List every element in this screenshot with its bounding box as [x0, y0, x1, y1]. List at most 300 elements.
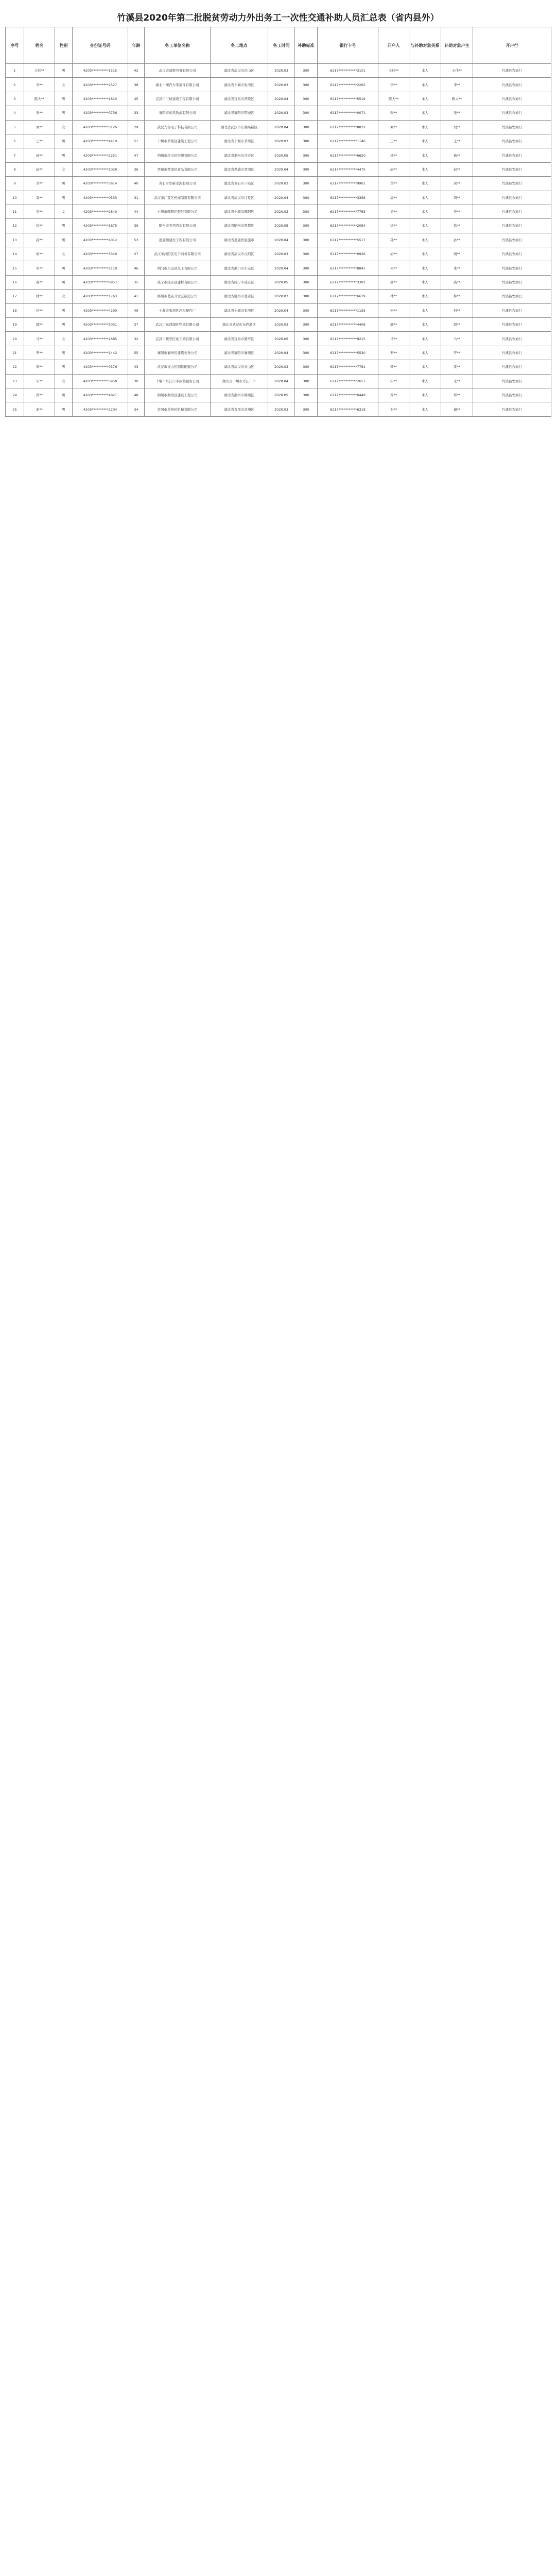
row-index-cell: 5: [6, 120, 24, 134]
gender-cell: 男: [55, 388, 73, 402]
table-header-row: [6, 27, 551, 64]
person-name-cell: 王**: [24, 134, 55, 148]
bank-card-number-cell: 6217***********4408: [318, 318, 378, 332]
employer-name-cell: 武汉市江夏区机械制造有限公司: [145, 191, 211, 205]
person-name-cell: 吴**: [24, 205, 55, 218]
age-cell: 33: [128, 106, 145, 120]
work-date-cell: 2020.05: [268, 275, 295, 289]
row-index-cell: 25: [6, 402, 24, 416]
bank-branch-cell: 竹溪县农商行: [473, 318, 551, 332]
gender-cell: 女: [55, 120, 73, 134]
employer-name-cell: 孝感市孝南区食品有限公司: [145, 162, 211, 176]
subsidy-amount-cell: 300: [295, 120, 318, 134]
id-number-cell: 4203**********2118: [73, 261, 128, 275]
relationship-cell: 本人: [409, 247, 441, 261]
column-header: 开户行: [473, 27, 551, 64]
household-head-cell: 郑**: [441, 388, 473, 402]
gender-cell: 男: [55, 106, 73, 120]
employer-name-cell: 襄阳市襄州区建筑劳务公司: [145, 346, 211, 360]
person-name-cell: 谢**: [24, 402, 55, 416]
gender-cell: 女: [55, 332, 73, 346]
person-name-cell: 张**: [24, 106, 55, 120]
id-number-cell: 4203**********3349: [73, 247, 128, 261]
bank-card-number-cell: 6217***********3358: [318, 191, 378, 205]
table-row: [6, 332, 551, 346]
id-number-cell: 4203**********2251: [73, 148, 128, 162]
bank-branch-cell: 竹溪县农商行: [473, 219, 551, 233]
age-cell: 48: [128, 388, 145, 402]
roster-table: [5, 27, 551, 417]
work-location-cell: 湖北省宜昌市猇亭区: [211, 332, 268, 346]
bank-card-number-cell: 6217***********5517: [318, 233, 378, 247]
account-holder-cell: 梁**: [378, 360, 409, 374]
employer-name-cell: 黄石市华新水泥有限公司: [145, 177, 211, 191]
employer-name-cell: 宜昌市猇亭区化工园有限公司: [145, 332, 211, 346]
row-index-cell: 20: [6, 332, 24, 346]
work-location-cell: 湖北省随州市曾都区: [211, 219, 268, 233]
bank-branch-cell: 竹溪县农商行: [473, 261, 551, 275]
work-location-cell: 湖北省荆州市荆州区: [211, 388, 268, 402]
bank-card-number-cell: 6217***********2657: [318, 374, 378, 388]
subsidy-amount-cell: 300: [295, 191, 318, 205]
age-cell: 31: [128, 191, 145, 205]
table-row: [6, 318, 551, 332]
account-holder-cell: 周**: [378, 191, 409, 205]
gender-cell: 男: [55, 233, 73, 247]
employer-name-cell: 十堰市张湾区汽车配件厂: [145, 303, 211, 317]
account-holder-cell: 黄**: [378, 177, 409, 191]
age-cell: 30: [128, 374, 145, 388]
age-cell: 29: [128, 120, 145, 134]
work-date-cell: 2020.03: [268, 290, 295, 303]
person-name-cell: 梁**: [24, 360, 55, 374]
relationship-cell: 本人: [409, 120, 441, 134]
account-holder-cell: 高**: [378, 275, 409, 289]
relationship-cell: 本人: [409, 290, 441, 303]
table-row: [6, 78, 551, 92]
work-date-cell: 2020.03: [268, 106, 295, 120]
account-holder-cell: 徐**: [378, 219, 409, 233]
person-name-cell: 孙**: [24, 233, 55, 247]
work-location-cell: 湖北省宜昌市西陵区: [211, 92, 268, 106]
relationship-cell: 本人: [409, 134, 441, 148]
bank-card-number-cell: 6217***********0071: [318, 106, 378, 120]
table-row: [6, 261, 551, 275]
age-cell: 45: [128, 92, 145, 106]
bank-branch-cell: 竹溪县农商行: [473, 332, 551, 346]
person-name-cell: 陈大**: [24, 92, 55, 106]
employer-name-cell: 咸宁市咸安区建材有限公司: [145, 275, 211, 289]
id-number-cell: 4203**********4821: [73, 388, 128, 402]
row-index-cell: 12: [6, 219, 24, 233]
person-name-cell: 朱**: [24, 261, 55, 275]
work-location-cell: 湖北省咸宁市咸安区: [211, 275, 268, 289]
relationship-cell: 本人: [409, 92, 441, 106]
bank-branch-cell: 竹溪县农商行: [473, 247, 551, 261]
bank-branch-cell: 竹溪县农商行: [473, 177, 551, 191]
table-row: [6, 303, 551, 317]
bank-branch-cell: 竹溪县农商行: [473, 346, 551, 360]
age-cell: 51: [128, 134, 145, 148]
relationship-cell: 本人: [409, 402, 441, 416]
row-index-cell: 11: [6, 205, 24, 218]
bank-card-number-cell: 6217***********5519: [318, 92, 378, 106]
age-cell: 37: [128, 318, 145, 332]
row-index-cell: 3: [6, 92, 24, 106]
bank-branch-cell: 竹溪县农商行: [473, 78, 551, 92]
id-number-cell: 4203**********0376: [73, 360, 128, 374]
gender-cell: 男: [55, 134, 73, 148]
bank-branch-cell: 竹溪县农商行: [473, 64, 551, 78]
relationship-cell: 本人: [409, 191, 441, 205]
work-location-cell: 湖北省荆州市沙市区: [211, 148, 268, 162]
relationship-cell: 本人: [409, 219, 441, 233]
work-location-cell: 湖北省十堰市茅箭区: [211, 134, 268, 148]
employer-name-cell: 武汉市汉阳区电子商务有限公司: [145, 247, 211, 261]
household-head-cell: 王**: [441, 134, 473, 148]
gender-cell: 男: [55, 318, 73, 332]
gender-cell: 男: [55, 219, 73, 233]
table-row: [6, 191, 551, 205]
employer-name-cell: 荆州市沙市区纺织有限公司: [145, 148, 211, 162]
person-name-cell: 林**: [24, 290, 55, 303]
id-number-cell: 4203**********1442: [73, 346, 128, 360]
employer-name-cell: 武汉市建筑劳务有限公司: [145, 64, 211, 78]
employer-name-cell: 十堰市茅箭区建筑工程公司: [145, 134, 211, 148]
id-number-cell: 4203**********2204: [73, 402, 128, 416]
table-row: [6, 402, 551, 416]
work-date-cell: 2020.04: [268, 261, 295, 275]
subsidy-amount-cell: 300: [295, 134, 318, 148]
table-row: [6, 388, 551, 402]
relationship-cell: 本人: [409, 205, 441, 218]
work-date-cell: 2020.03: [268, 205, 295, 218]
household-head-cell: 刘**: [441, 120, 473, 134]
person-name-cell: 刘**: [24, 120, 55, 134]
work-date-cell: 2020.03: [268, 177, 295, 191]
row-index-cell: 16: [6, 275, 24, 289]
gender-cell: 女: [55, 205, 73, 218]
bank-card-number-cell: 6217***********7763: [318, 205, 378, 218]
age-cell: 36: [128, 162, 145, 176]
column-header: 补助标准: [295, 27, 318, 64]
household-head-cell: 何**: [441, 303, 473, 317]
work-location-cell: 湖北省孝感市孝南区: [211, 162, 268, 176]
employer-name-cell: 武汉光谷电子科技有限公司: [145, 120, 211, 134]
row-index-cell: 6: [6, 134, 24, 148]
subsidy-amount-cell: 300: [295, 205, 318, 218]
subsidy-amount-cell: 300: [295, 148, 318, 162]
gender-cell: 男: [55, 360, 73, 374]
household-head-cell: 高**: [441, 275, 473, 289]
table-row: [6, 92, 551, 106]
work-location-cell: 湖北省十堰市张湾区: [211, 78, 268, 92]
employer-name-cell: 武汉市东西湖区物流有限公司: [145, 318, 211, 332]
gender-cell: 女: [55, 374, 73, 388]
account-holder-cell: 王伟**: [378, 64, 409, 78]
relationship-cell: 本人: [409, 177, 441, 191]
table-row: [6, 205, 551, 218]
household-head-cell: 梁**: [441, 360, 473, 374]
household-head-cell: 马**: [441, 332, 473, 346]
subsidy-amount-cell: 300: [295, 388, 318, 402]
account-holder-cell: 林**: [378, 290, 409, 303]
bank-branch-cell: 竹溪县农商行: [473, 148, 551, 162]
relationship-cell: 本人: [409, 346, 441, 360]
work-date-cell: 2020.05: [268, 388, 295, 402]
bank-branch-cell: 竹溪县农商行: [473, 92, 551, 106]
id-number-cell: 4203**********1675: [73, 219, 128, 233]
table-row: [6, 247, 551, 261]
gender-cell: 男: [55, 64, 73, 78]
gender-cell: 男: [55, 177, 73, 191]
table-row: [6, 275, 551, 289]
table-row: [6, 148, 551, 162]
household-head-cell: 赵**: [441, 162, 473, 176]
household-head-cell: 谢**: [441, 402, 473, 416]
person-name-cell: 赵**: [24, 162, 55, 176]
work-date-cell: 2020.04: [268, 120, 295, 134]
employer-name-cell: 襄阳市东风物流有限公司: [145, 106, 211, 120]
person-name-cell: 徐**: [24, 219, 55, 233]
gender-cell: 女: [55, 290, 73, 303]
person-name-cell: 马**: [24, 332, 55, 346]
work-location-cell: 湖北省荆门市东宝区: [211, 261, 268, 275]
row-index-cell: 9: [6, 177, 24, 191]
person-name-cell: 郑**: [24, 388, 55, 402]
account-holder-cell: 宋**: [378, 374, 409, 388]
work-date-cell: 2020.04: [268, 191, 295, 205]
row-index-cell: 14: [6, 247, 24, 261]
gender-cell: 男: [55, 275, 73, 289]
household-head-cell: 李**: [441, 78, 473, 92]
subsidy-amount-cell: 300: [295, 177, 318, 191]
relationship-cell: 本人: [409, 106, 441, 120]
person-name-cell: 杨**: [24, 148, 55, 162]
employer-name-cell: 宜昌市三峡建设工程有限公司: [145, 92, 211, 106]
bank-card-number-cell: 6217***********7781: [318, 360, 378, 374]
work-date-cell: 2020.04: [268, 374, 295, 388]
work-location-cell: 湖北省黄石市下陆区: [211, 177, 268, 191]
work-date-cell: 2020.03: [268, 318, 295, 332]
gender-cell: 男: [55, 92, 73, 106]
relationship-cell: 本人: [409, 374, 441, 388]
work-location-cell: 湖北省武汉市东西湖区: [211, 318, 268, 332]
household-head-cell: 张**: [441, 106, 473, 120]
person-name-cell: 高**: [24, 275, 55, 289]
person-name-cell: 何**: [24, 303, 55, 317]
relationship-cell: 本人: [409, 64, 441, 78]
work-date-cell: 2020.04: [268, 162, 295, 176]
bank-card-number-cell: 6217***********6318: [318, 402, 378, 416]
bank-card-number-cell: 6217***********0449: [318, 388, 378, 402]
age-cell: 34: [128, 402, 145, 416]
gender-cell: 女: [55, 78, 73, 92]
bank-card-number-cell: 6217***********9215: [318, 332, 378, 346]
bank-card-number-cell: 6217***********8841: [318, 261, 378, 275]
id-number-cell: 4203**********2527: [73, 78, 128, 92]
bank-card-number-cell: 6217***********6679: [318, 290, 378, 303]
gender-cell: 男: [55, 148, 73, 162]
row-index-cell: 13: [6, 233, 24, 247]
employer-name-cell: 十堰市郧阳区服装有限公司: [145, 205, 211, 218]
age-cell: 38: [128, 78, 145, 92]
id-number-cell: 4203**********3614: [73, 177, 128, 191]
household-head-cell: 黄**: [441, 177, 473, 191]
gender-cell: 男: [55, 346, 73, 360]
work-location-cell: 湖北省黄冈市黄州区: [211, 402, 268, 416]
household-head-cell: 郭**: [441, 318, 473, 332]
relationship-cell: 本人: [409, 261, 441, 275]
row-index-cell: 2: [6, 78, 24, 92]
column-header: 务工地点: [211, 27, 268, 64]
relationship-cell: 本人: [409, 360, 441, 374]
row-index-cell: 22: [6, 360, 24, 374]
table-row: [6, 120, 551, 134]
work-date-cell: 2020.04: [268, 92, 295, 106]
account-holder-cell: 王**: [378, 134, 409, 148]
age-cell: 55: [128, 346, 145, 360]
age-cell: 42: [128, 64, 145, 78]
column-header: 年龄: [128, 27, 145, 64]
household-head-cell: 杨**: [441, 148, 473, 162]
subsidy-amount-cell: 300: [295, 78, 318, 92]
work-location-cell: 湖北省十堰市丹江口市: [211, 374, 268, 388]
row-index-cell: 18: [6, 303, 24, 317]
employer-name-cell: 湖北十堰汽车零部件有限公司: [145, 78, 211, 92]
id-number-cell: 4203**********1763: [73, 290, 128, 303]
gender-cell: 男: [55, 261, 73, 275]
table-row: [6, 290, 551, 303]
household-head-cell: 胡**: [441, 247, 473, 261]
account-holder-cell: 张**: [378, 106, 409, 120]
id-number-cell: 4203**********2840: [73, 205, 128, 218]
subsidy-amount-cell: 300: [295, 332, 318, 346]
table-row: [6, 106, 551, 120]
row-index-cell: 19: [6, 318, 24, 332]
relationship-cell: 本人: [409, 78, 441, 92]
id-number-cell: 4203**********0736: [73, 106, 128, 120]
subsidy-amount-cell: 300: [295, 360, 318, 374]
work-date-cell: 2020.03: [268, 247, 295, 261]
bank-branch-cell: 竹溪县农商行: [473, 134, 551, 148]
employer-name-cell: 黄冈市黄州区机械有限公司: [145, 402, 211, 416]
person-name-cell: 黄**: [24, 177, 55, 191]
household-head-cell: 王伟**: [441, 64, 473, 78]
bank-branch-cell: 竹溪县农商行: [473, 120, 551, 134]
subsidy-amount-cell: 300: [295, 275, 318, 289]
bank-card-number-cell: 6217***********2262: [318, 78, 378, 92]
work-date-cell: 2020.05: [268, 219, 295, 233]
bank-card-number-cell: 6217***********5530: [318, 346, 378, 360]
work-location-cell: 湖北省十堰市张湾区: [211, 303, 268, 317]
age-cell: 53: [128, 233, 145, 247]
row-index-cell: 10: [6, 191, 24, 205]
age-cell: 27: [128, 247, 145, 261]
bank-card-number-cell: 6217***********6620: [318, 148, 378, 162]
subsidy-amount-cell: 300: [295, 290, 318, 303]
table-row: [6, 162, 551, 176]
account-holder-cell: 吴**: [378, 205, 409, 218]
relationship-cell: 本人: [409, 388, 441, 402]
account-holder-cell: 郭**: [378, 318, 409, 332]
bank-branch-cell: 竹溪县农商行: [473, 233, 551, 247]
bank-card-number-cell: 6217***********3101: [318, 64, 378, 78]
work-location-cell: 湖北省武汉市汉阳区: [211, 247, 268, 261]
id-number-cell: 4203**********1810: [73, 92, 128, 106]
table-row: [6, 346, 551, 360]
table-row: [6, 64, 551, 78]
bank-card-number-cell: 6217***********4475: [318, 162, 378, 176]
document-title: 竹溪县2020年第二批脱贫劳动力外出务工一次性交通补助人员汇总表（省内县外）: [117, 13, 439, 23]
row-index-cell: 24: [6, 388, 24, 402]
bank-branch-cell: 竹溪县农商行: [473, 191, 551, 205]
subsidy-amount-cell: 300: [295, 261, 318, 275]
account-holder-cell: 罗**: [378, 346, 409, 360]
column-header: 银行卡号: [318, 27, 378, 64]
subsidy-amount-cell: 300: [295, 402, 318, 416]
bank-branch-cell: 竹溪县农商行: [473, 388, 551, 402]
age-cell: 40: [128, 177, 145, 191]
bank-branch-cell: 竹溪县农商行: [473, 360, 551, 374]
row-index-cell: 21: [6, 346, 24, 360]
work-location-cell: 湖北省十堰市郧阳区: [211, 205, 268, 218]
column-header: 开户人: [378, 27, 409, 64]
subsidy-amount-cell: 300: [295, 64, 318, 78]
subsidy-amount-cell: 300: [295, 247, 318, 261]
bank-card-number-cell: 6217***********2084: [318, 219, 378, 233]
subsidy-amount-cell: 300: [295, 303, 318, 317]
employer-name-cell: 随州市专用汽车有限公司: [145, 219, 211, 233]
relationship-cell: 本人: [409, 275, 441, 289]
row-index-cell: 8: [6, 162, 24, 176]
id-number-cell: 4203**********4290: [73, 303, 128, 317]
relationship-cell: 本人: [409, 233, 441, 247]
subsidy-amount-cell: 300: [295, 219, 318, 233]
relationship-cell: 本人: [409, 318, 441, 332]
household-head-cell: 徐**: [441, 219, 473, 233]
id-number-cell: 4203**********3126: [73, 120, 128, 134]
bank-branch-cell: 竹溪县农商行: [473, 303, 551, 317]
row-index-cell: 7: [6, 148, 24, 162]
employer-name-cell: 武汉市青山区钢铁配套公司: [145, 360, 211, 374]
work-date-cell: 2020.03: [268, 64, 295, 78]
table-row: [6, 177, 551, 191]
table-row: [6, 374, 551, 388]
column-header: 务工时间: [268, 27, 295, 64]
column-header: 务工单位名称: [145, 27, 211, 64]
work-date-cell: 2020.03: [268, 360, 295, 374]
work-date-cell: 2020.05: [268, 148, 295, 162]
table-row: [6, 360, 551, 374]
subsidy-amount-cell: 300: [295, 106, 318, 120]
gender-cell: 男: [55, 191, 73, 205]
age-cell: 49: [128, 303, 145, 317]
person-name-cell: 王伟**: [24, 64, 55, 78]
employer-name-cell: 荆州市荆州区建设工程公司: [145, 388, 211, 402]
person-name-cell: 罗**: [24, 346, 55, 360]
id-number-cell: 4203**********3958: [73, 374, 128, 388]
person-name-cell: 李**: [24, 78, 55, 92]
subsidy-amount-cell: 300: [295, 233, 318, 247]
account-holder-cell: 李**: [378, 78, 409, 92]
bank-branch-cell: 竹溪县农商行: [473, 374, 551, 388]
bank-branch-cell: 竹溪县农商行: [473, 275, 551, 289]
account-holder-cell: 朱**: [378, 261, 409, 275]
relationship-cell: 本人: [409, 148, 441, 162]
table-row: [6, 233, 551, 247]
id-number-cell: 4203**********0957: [73, 275, 128, 289]
